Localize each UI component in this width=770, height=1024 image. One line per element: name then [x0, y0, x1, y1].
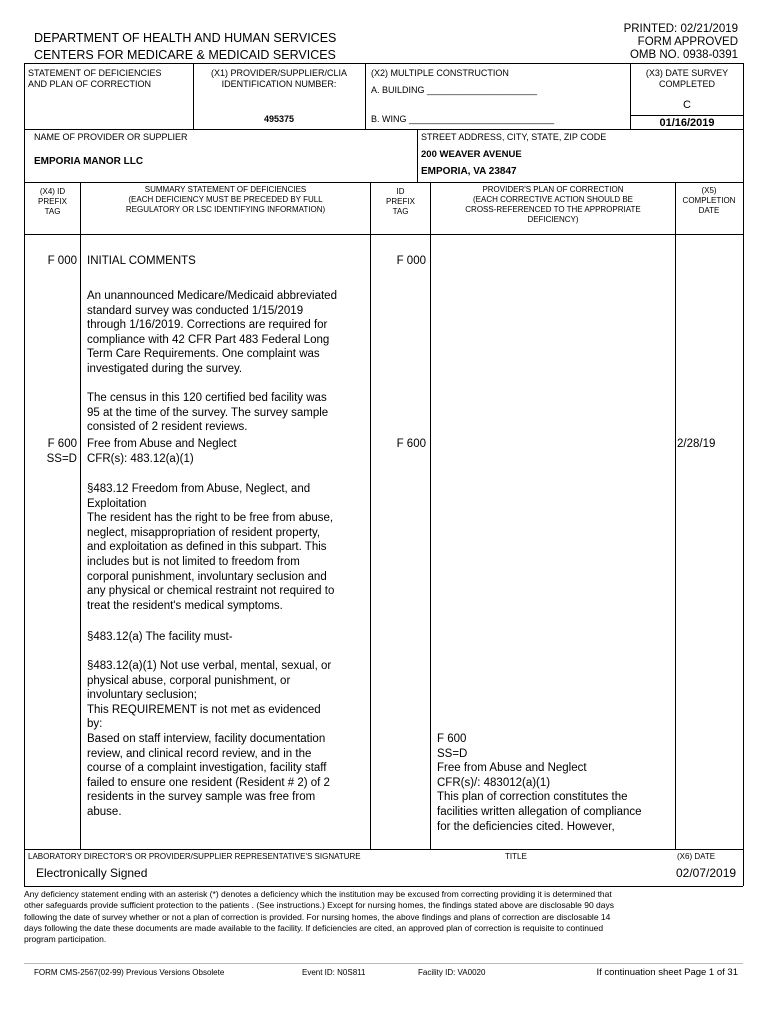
- building-label: A. BUILDING ______________________: [371, 85, 538, 95]
- signature-date-label: (X6) DATE: [677, 852, 716, 861]
- x5-header: (X5) COMPLETION DATE: [682, 186, 736, 215]
- tag-f600: F 600: [47, 438, 77, 450]
- rule: [675, 182, 676, 849]
- city-state-zip: EMPORIA, VA 23847: [421, 166, 517, 177]
- rule: [430, 182, 431, 849]
- provider-name: EMPORIA MANOR LLC: [34, 156, 144, 167]
- omb-number: OMB NO. 0938-0391: [629, 49, 738, 61]
- facility-must-paragraph: §483.12(a) The facility must-: [87, 631, 233, 643]
- findings-paragraph: §483.12(a)(1) Not use verbal, mental, sexual, or physical abuse, corporal punishment, or involuntary seclusion; This REQUIREMENT is not met as evidenced by: Based on staff interview, facility documentation review, and clinical record review, and in the course of a complaint investigation, facility staff failed to ensure one resident (Resident # 2) of 2 residents in the survey sample was free from abuse.: [87, 660, 332, 818]
- rule: [24, 63, 743, 64]
- rule: [24, 234, 743, 235]
- regulation-paragraph: §483.12 Freedom from Abuse, Neglect, and Exploitation The resident has the right to be free from abuse, neglect, misappropriation of resident property, and exploitation as defined in this subpart. This includes but is not limited to freedom from corporal punishment, involuntary seclusion and any physical or chemical restraint not required to treat the resident's medical symptoms.: [87, 483, 335, 612]
- id-prefix-header: ID PREFIX TAG: [386, 187, 415, 216]
- statement-label: STATEMENT OF DEFICIENCIES AND PLAN OF CORRECTION: [28, 68, 162, 89]
- rule: [24, 129, 743, 130]
- event-id: Event ID: N0S811: [302, 968, 366, 977]
- x1-label: (X1) PROVIDER/SUPPLIER/CLIA IDENTIFICATION NUMBER:: [210, 68, 348, 89]
- rule: [370, 182, 371, 849]
- tag-f000: F 000: [47, 255, 77, 267]
- rule: [417, 129, 418, 182]
- rule: [743, 63, 744, 886]
- rule: [193, 63, 194, 129]
- form-approved: FORM APPROVED: [637, 36, 738, 48]
- provider-id: 495375: [263, 114, 295, 124]
- completion-date: 2/28/19: [677, 438, 716, 450]
- rule: [630, 63, 631, 129]
- census-paragraph: The census in this 120 certified bed facility was 95 at the time of the survey. The survey sample consisted of 2 resident reviews.: [87, 392, 329, 434]
- wing-label: B. WING _____________________________: [371, 114, 555, 124]
- rule: [24, 849, 743, 850]
- survey-type-letter: C: [683, 99, 691, 111]
- signature-label: LABORATORY DIRECTOR'S OR PROVIDER/SUPPLIER REPRESENTATIVE'S SIGNATURE: [28, 852, 361, 861]
- survey-completed-date: 01/16/2019: [659, 117, 715, 129]
- provider-name-label: NAME OF PROVIDER OR SUPPLIER: [34, 132, 188, 142]
- survey-paragraph: An unannounced Medicare/Medicaid abbreviated standard survey was conducted 1/15/2019 through 1/16/2019. Corrections are required for compliance with 42 CFR Part 483 Federal Long Term Care Requirements. One complaint was investigated during the survey.: [87, 290, 337, 375]
- x2-label: (X2) MULTIPLE CONSTRUCTION: [371, 68, 509, 78]
- summary-header: SUMMARY STATEMENT OF DEFICIENCIES (EACH DEFICIENCY MUST BE PRECEDED BY FULL REGULATORY OR LSC IDENTIFYING INFORMATION): [125, 185, 326, 214]
- plan-header: PROVIDER'S PLAN OF CORRECTION (EACH CORRECTIVE ACTION SHOULD BE CROSS-REFERENCED TO THE APPROPRIATE DEFICIENCY): [465, 185, 641, 224]
- page-number: If continuation sheet Page 1 of 31: [596, 967, 738, 978]
- centers-line: CENTERS FOR MEDICARE & MEDICAID SERVICES: [34, 48, 336, 62]
- rule: [24, 182, 743, 183]
- form-number: FORM CMS-2567(02-99) Previous Versions Obsolete: [34, 968, 225, 977]
- title-label: TITLE: [505, 852, 527, 861]
- tag-f000-plan: F 000: [396, 255, 426, 267]
- initial-comments-title: INITIAL COMMENTS: [87, 255, 196, 267]
- plan-of-correction-text: F 600 SS=D Free from Abuse and Neglect CFR(s)/: 483012(a)(1) This plan of correction constitutes the facilities written allegation of compliance for the deficiencies cited. However,: [437, 733, 642, 833]
- signature-date: 02/07/2019: [676, 866, 737, 880]
- printed-date: PRINTED: 02/21/2019: [623, 23, 738, 35]
- rule: [365, 63, 366, 129]
- street-address: 200 WEAVER AVENUE: [421, 149, 522, 160]
- facility-id: Facility ID: VA0020: [418, 968, 486, 977]
- tag-f600-plan: F 600: [396, 438, 426, 450]
- x3-label: (X3) DATE SURVEY COMPLETED: [645, 68, 729, 89]
- rule: [630, 115, 743, 116]
- rule: [24, 963, 743, 964]
- address-label: STREET ADDRESS, CITY, STATE, ZIP CODE: [421, 132, 607, 142]
- department-line: DEPARTMENT OF HEALTH AND HUMAN SERVICES: [34, 31, 337, 45]
- signature-value: Electronically Signed: [36, 866, 148, 880]
- x4-header: (X4) ID PREFIX TAG: [38, 187, 67, 216]
- rule: [24, 886, 743, 887]
- f600-title: Free from Abuse and Neglect CFR(s): 483.12(a)(1): [87, 438, 237, 465]
- scope-severity: SS=D: [46, 453, 77, 465]
- rule: [80, 182, 81, 849]
- disclaimer-text: Any deficiency statement ending with an asterisk (*) denotes a deficiency which the institution may be excused from correcting providing it is determined that other safeguards provide sufficient protection to the patients . (See instructions.) Except for nursing homes, the findings stated above are disclosable 90 days following the date of survey whether or not a plan of correction is provided. For nursing homes, the above findings and plans of correction are disclosable 14 days following the date these documents are made available to the facility. If deficiencies are cited, an approved plan of correction is requisite to continued program participation.: [24, 889, 614, 945]
